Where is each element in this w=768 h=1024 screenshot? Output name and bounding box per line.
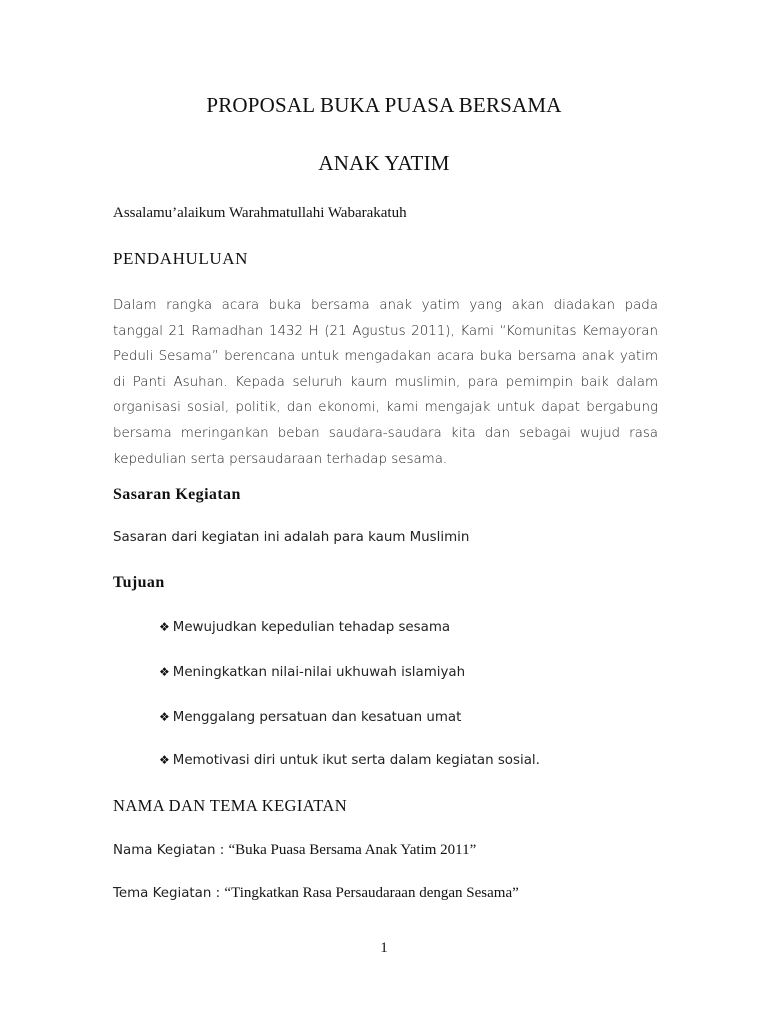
tujuan-heading: Tujuan	[113, 574, 165, 591]
diamond-bullet-icon: ❖	[159, 710, 170, 724]
sasaran-heading: Sasaran Kegiatan	[113, 486, 241, 503]
pendahuluan-paragraph: Dalam rangka acara buka bersama anak yatim yang akan diadakan pada tanggal 21 Ramadhan 1432 H (21 Agustus 2011), Kami “Komunitas Kemayoran Peduli Sesama” berencana untuk mengadakan acara buka bersama anak yatim di Panti Asuhan. Kepada seluruh kaum muslimin, para pemimpin baik dalam organisasi sosial, politik, dan ekonomi, kami mengajak untuk dapat bergabung bersama meringankan beban saudara-saudara kita dan sebagai wujud rasa kepedulian serta persaudaraan terhadap sesama.	[113, 298, 658, 467]
diamond-bullet-icon: ❖	[159, 753, 170, 767]
tujuan-item: ❖ Mewujudkan kepedulian tehadap sesama	[159, 620, 451, 635]
nama-kegiatan-line	[113, 842, 476, 859]
nama-kegiatan-value: “Buka Puasa Bersama Anak Yatim 2011”	[228, 842, 477, 858]
tujuan-item: ❖ Menggalang persatuan dan kesatuan umat	[159, 710, 462, 725]
title-line-2: ANAK YATIM	[318, 151, 450, 175]
page-number: 1	[380, 940, 388, 956]
title-line-1: PROPOSAL BUKA PUASA BERSAMA	[206, 93, 562, 117]
tema-kegiatan-label: Tema Kegiatan :	[113, 886, 221, 901]
tujuan-item: ❖ Meningkatkan nilai-nilai ukhuwah islamiyah	[159, 665, 466, 680]
diamond-bullet-icon: ❖	[159, 665, 170, 679]
tema-kegiatan-line	[113, 885, 519, 902]
nama-tema-heading: NAMA DAN TEMA KEGIATAN	[113, 796, 348, 815]
nama-kegiatan-label: Nama Kegiatan :	[113, 843, 225, 858]
tema-kegiatan-value: “Tingkatkan Rasa Persaudaraan dengan Sesama”	[224, 885, 519, 901]
diamond-bullet-icon: ❖	[159, 620, 170, 634]
greeting: Assalamu’alaikum Warahmatullahi Wabarakatuh	[113, 205, 407, 221]
tujuan-item: ❖ Memotivasi diri untuk ikut serta dalam kegiatan sosial.	[159, 753, 540, 768]
sasaran-text: Sasaran dari kegiatan ini adalah para kaum Muslimin	[113, 530, 470, 545]
pendahuluan-heading: PENDAHULUAN	[113, 249, 249, 268]
